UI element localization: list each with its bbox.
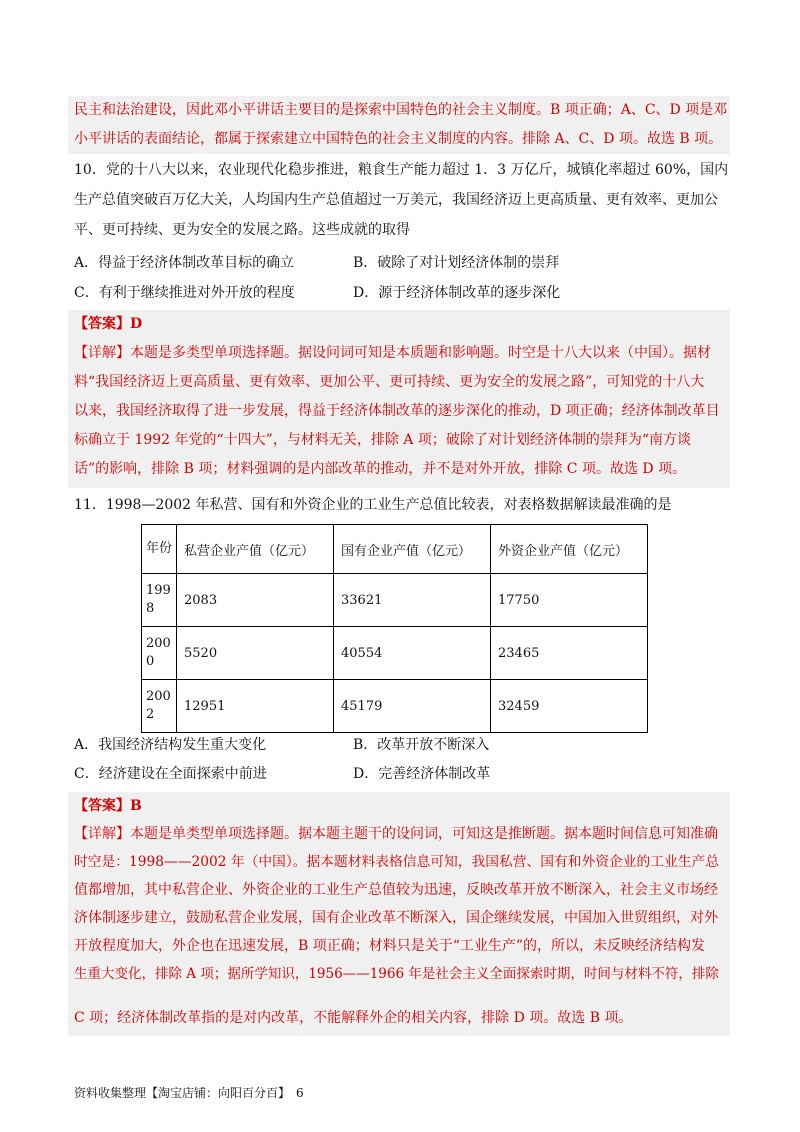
table-cell: 32459 [491,680,648,733]
table-header-cell: 年份 [142,525,177,574]
table-cell: 33621 [334,574,491,627]
page-footer: 资料收集整理【淘宝店铺：向阳百分百】 6 [74,1086,304,1100]
q11-detail-line: 时空是：1998——2002 年（中国）。据本题材料表格信息可知，我国私营、国有和外资企业的工业生产总 [74,854,719,870]
table-cell: 45179 [334,680,491,733]
q10-detail-line: 料“我国经济迈上更高质量、更有效率、更加公平、更可持续、更为安全的发展之路”，可知党的十八大 [74,374,705,390]
table-cell: 2083 [177,574,334,627]
q10-stem-line: 平、更可持续、更为安全的发展之路。这些成就的取得 [74,222,410,238]
q11-answer: 【答案】B [74,798,142,814]
q10-stem-line: 生产总值突破百万亿大关，人均国内生产总值超过一万美元，我国经济迈上更高质量、更有效率、更加公 [74,192,718,208]
prev-explanation-line: 小平讲话的表面结论，都属于探索建立中国特色的社会主义制度的内容。排除 A、C、D 项。故选 B 项。 [74,131,723,147]
q10-option-c: C．有利于继续推进对外开放的程度 [74,285,295,301]
table-cell-year: 2002 [142,680,177,733]
q11-option-a: A．我国经济结构发生重大变化 [74,737,267,753]
prev-explanation-line: 民主和法治建设，因此邓小平讲话主要目的是探索中国特色的社会主义制度。B 项正确；A、C、D 项是邓 [74,102,728,118]
table-header-cell: 国有企业产值（亿元） [334,525,491,574]
q10-option-b: B．破除了对计划经济体制的崇拜 [353,255,560,271]
q10-answer: 【答案】D [74,316,143,332]
table-cell: 12951 [177,680,334,733]
q10-detail-line: 话”的影响，排除 B 项；材料强调的是内部改革的推动，并不是对外开放，排除 C 项。故选 D 项。 [74,461,687,477]
q10-option-a: A．得益于经济体制改革目标的确立 [74,255,295,271]
table-row [142,627,648,680]
q10-option-d: D．源于经济体制改革的逐步深化 [353,285,561,301]
q11-detail-line: 生重大变化，排除 A 项；据所学知识，1956——1966 年是社会主义全面探索时期，时间与材料不符，排除 [74,966,719,982]
q11-option-b: B．改革开放不断深入 [353,737,490,753]
table-cell: 5520 [177,627,334,680]
q10-detail-line: 【详解】本题是多类型单项选择题。据设问词可知是本质题和影响题。时空是十八大以来（中国）。据材 [74,345,711,361]
q11-detail-line: 【详解】本题是单类型单项选择题。据本题主题干的设问词，可知这是推断题。据本题时间信息可知准确 [74,826,718,842]
table-cell: 40554 [334,627,491,680]
table-header-cell: 外资企业产值（亿元） [491,525,648,574]
q10-detail-line: 标确立于 1992 年党的“十四大”，与材料无关，排除 A 项；破除了对计划经济体制的崇拜为“南方谈 [74,432,692,448]
table-cell: 23465 [491,627,648,680]
table-header-row [142,525,648,574]
q11-option-c: C．经济建设在全面探索中前进 [74,766,267,782]
q11-detail-line: 开放程度加大，外企也在迅速发展，B 项正确；材料只是关于“工业生产”的，所以，未反映经济结构发 [74,938,706,954]
table-cell: 17750 [491,574,648,627]
q11-detail-line: C 项；经济体制改革指的是对内改革，不能解释外企的相关内容，排除 D 项。故选 B 项。 [74,1010,633,1026]
q10-stem-line: 10．党的十八大以来，农业现代化稳步推进，粮食生产能力超过 1．3 万亿斤，城镇化率超过 60%，国内 [74,162,729,178]
table-cell-year: 2000 [142,627,177,680]
table-row [142,680,648,733]
table-header-cell: 私营企业产值（亿元） [177,525,334,574]
table-cell-year: 1998 [142,574,177,627]
table-row [142,574,648,627]
q11-detail-line: 济体制逐步建立，鼓励私营企业发展，国有企业改革不断深入，国企继续发展，中国加入世贸组织，对外 [74,910,718,926]
q11-stem: 11．1998—2002 年私营、国有和外资企业的工业生产总值比较表，对表格数据解读最准确的是 [74,497,672,513]
q11-option-d: D．完善经济体制改革 [353,766,491,782]
q10-detail-line: 以来，我国经济取得了进一步发展，得益于经济体制改革的逐步深化的推动，D 项正确；经济体制改革目 [74,403,720,419]
q11-detail-line: 值都增加，其中私营企业、外资企业的工业生产总值较为迅速，反映改革开放不断深入，社会主义市场经 [74,882,718,898]
enterprise-output-table [141,524,648,733]
